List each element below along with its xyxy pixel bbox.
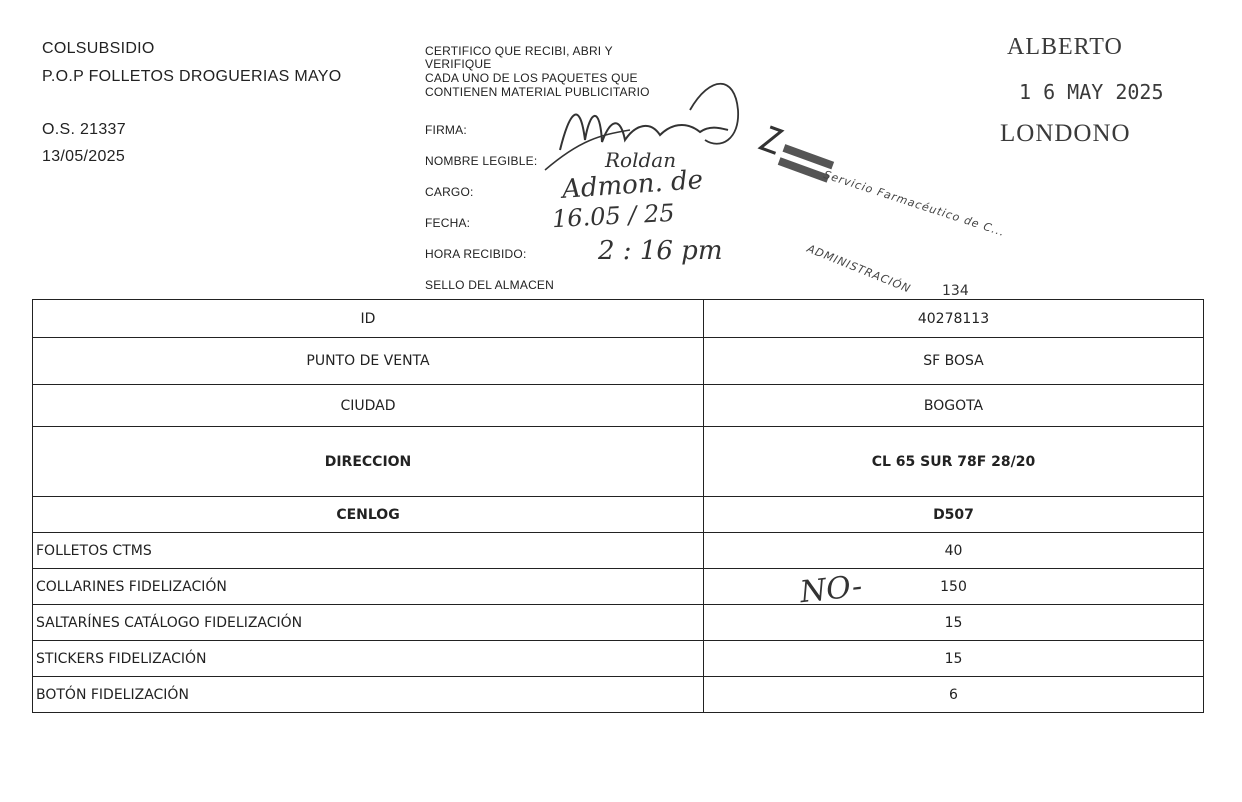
stamp-rotated-service: Servicio Farmacéutico de C... <box>821 168 1007 240</box>
row-label: CIUDAD <box>33 385 704 427</box>
fecha-handwriting: 16.05 / 25 <box>551 198 676 234</box>
row-label: BOTÓN FIDELIZACIÓN <box>33 677 704 713</box>
table-row <box>33 497 1204 533</box>
stamp-logo-icon <box>731 115 845 206</box>
table-row <box>33 300 1204 338</box>
row-value: 6 <box>704 677 1204 713</box>
row-value: 150 <box>704 569 1204 605</box>
certification-line-3: CADA UNO DE LOS PAQUETES QUE <box>425 71 638 85</box>
row-value: 15 <box>704 641 1204 677</box>
fecha-label: FECHA: <box>425 216 471 230</box>
row-label: STICKERS FIDELIZACIÓN <box>33 641 704 677</box>
stamp-name-bottom: LONDONO <box>1000 120 1131 147</box>
row-label: SALTARÍNES CATÁLOGO FIDELIZACIÓN <box>33 605 704 641</box>
hora-handwriting: 2 : 16 pm <box>598 236 723 266</box>
table-row <box>33 533 1204 569</box>
table-row <box>33 385 1204 427</box>
row-value: 40 <box>704 533 1204 569</box>
row-value: 15 <box>704 605 1204 641</box>
row-value: D507 <box>704 497 1204 533</box>
nombre-handwriting: Roldan <box>605 148 677 172</box>
document-date: 13/05/2025 <box>42 148 126 165</box>
certification-line-1: CERTIFICO QUE RECIBI, ABRI Y <box>425 44 613 58</box>
company-name: COLSUBSIDIO <box>42 40 155 57</box>
hora-label: HORA RECIBIDO: <box>425 247 527 261</box>
stamp-rotated-admin: ADMINISTRACIÓN <box>805 242 913 296</box>
note-handwriting: NO- <box>798 568 864 611</box>
row-label: ID <box>33 300 704 338</box>
table-row <box>33 338 1204 385</box>
row-value: SF BOSA <box>704 338 1204 385</box>
table-row <box>33 569 1204 605</box>
store-info-table <box>32 299 1204 713</box>
row-value: CL 65 SUR 78F 28/20 <box>704 427 1204 497</box>
cargo-label: CARGO: <box>425 185 474 199</box>
stamp-date: 1 6 MAY 2025 <box>1019 80 1164 104</box>
firma-label: FIRMA: <box>425 123 467 137</box>
row-value: BOGOTA <box>704 385 1204 427</box>
row-label: FOLLETOS CTMS <box>33 533 704 569</box>
table-row <box>33 641 1204 677</box>
row-label: COLLARINES FIDELIZACIÓN <box>33 569 704 605</box>
table-row <box>33 605 1204 641</box>
stamp-name-top: ALBERTO <box>1007 34 1123 60</box>
table-row <box>33 427 1204 497</box>
row-label: CENLOG <box>33 497 704 533</box>
table-row <box>33 677 1204 713</box>
table-body <box>33 300 1204 713</box>
cargo-handwriting: Admon. de <box>561 165 704 205</box>
order-number: O.S. 21337 <box>42 121 126 138</box>
certification-line-4: CONTIENEN MATERIAL PUBLICITARIO <box>425 85 650 99</box>
row-label: PUNTO DE VENTA <box>33 338 704 385</box>
certification-line-2: VERIFIQUE <box>425 57 492 71</box>
row-value: 40278113 <box>704 300 1204 338</box>
row-label: DIRECCION <box>33 427 704 497</box>
nombre-label: NOMBRE LEGIBLE: <box>425 154 538 168</box>
campaign-title: P.O.P FOLLETOS DROGUERIAS MAYO <box>42 68 342 85</box>
sello-label: SELLO DEL ALMACEN <box>425 278 555 292</box>
stamp-number: 134 <box>942 283 969 299</box>
